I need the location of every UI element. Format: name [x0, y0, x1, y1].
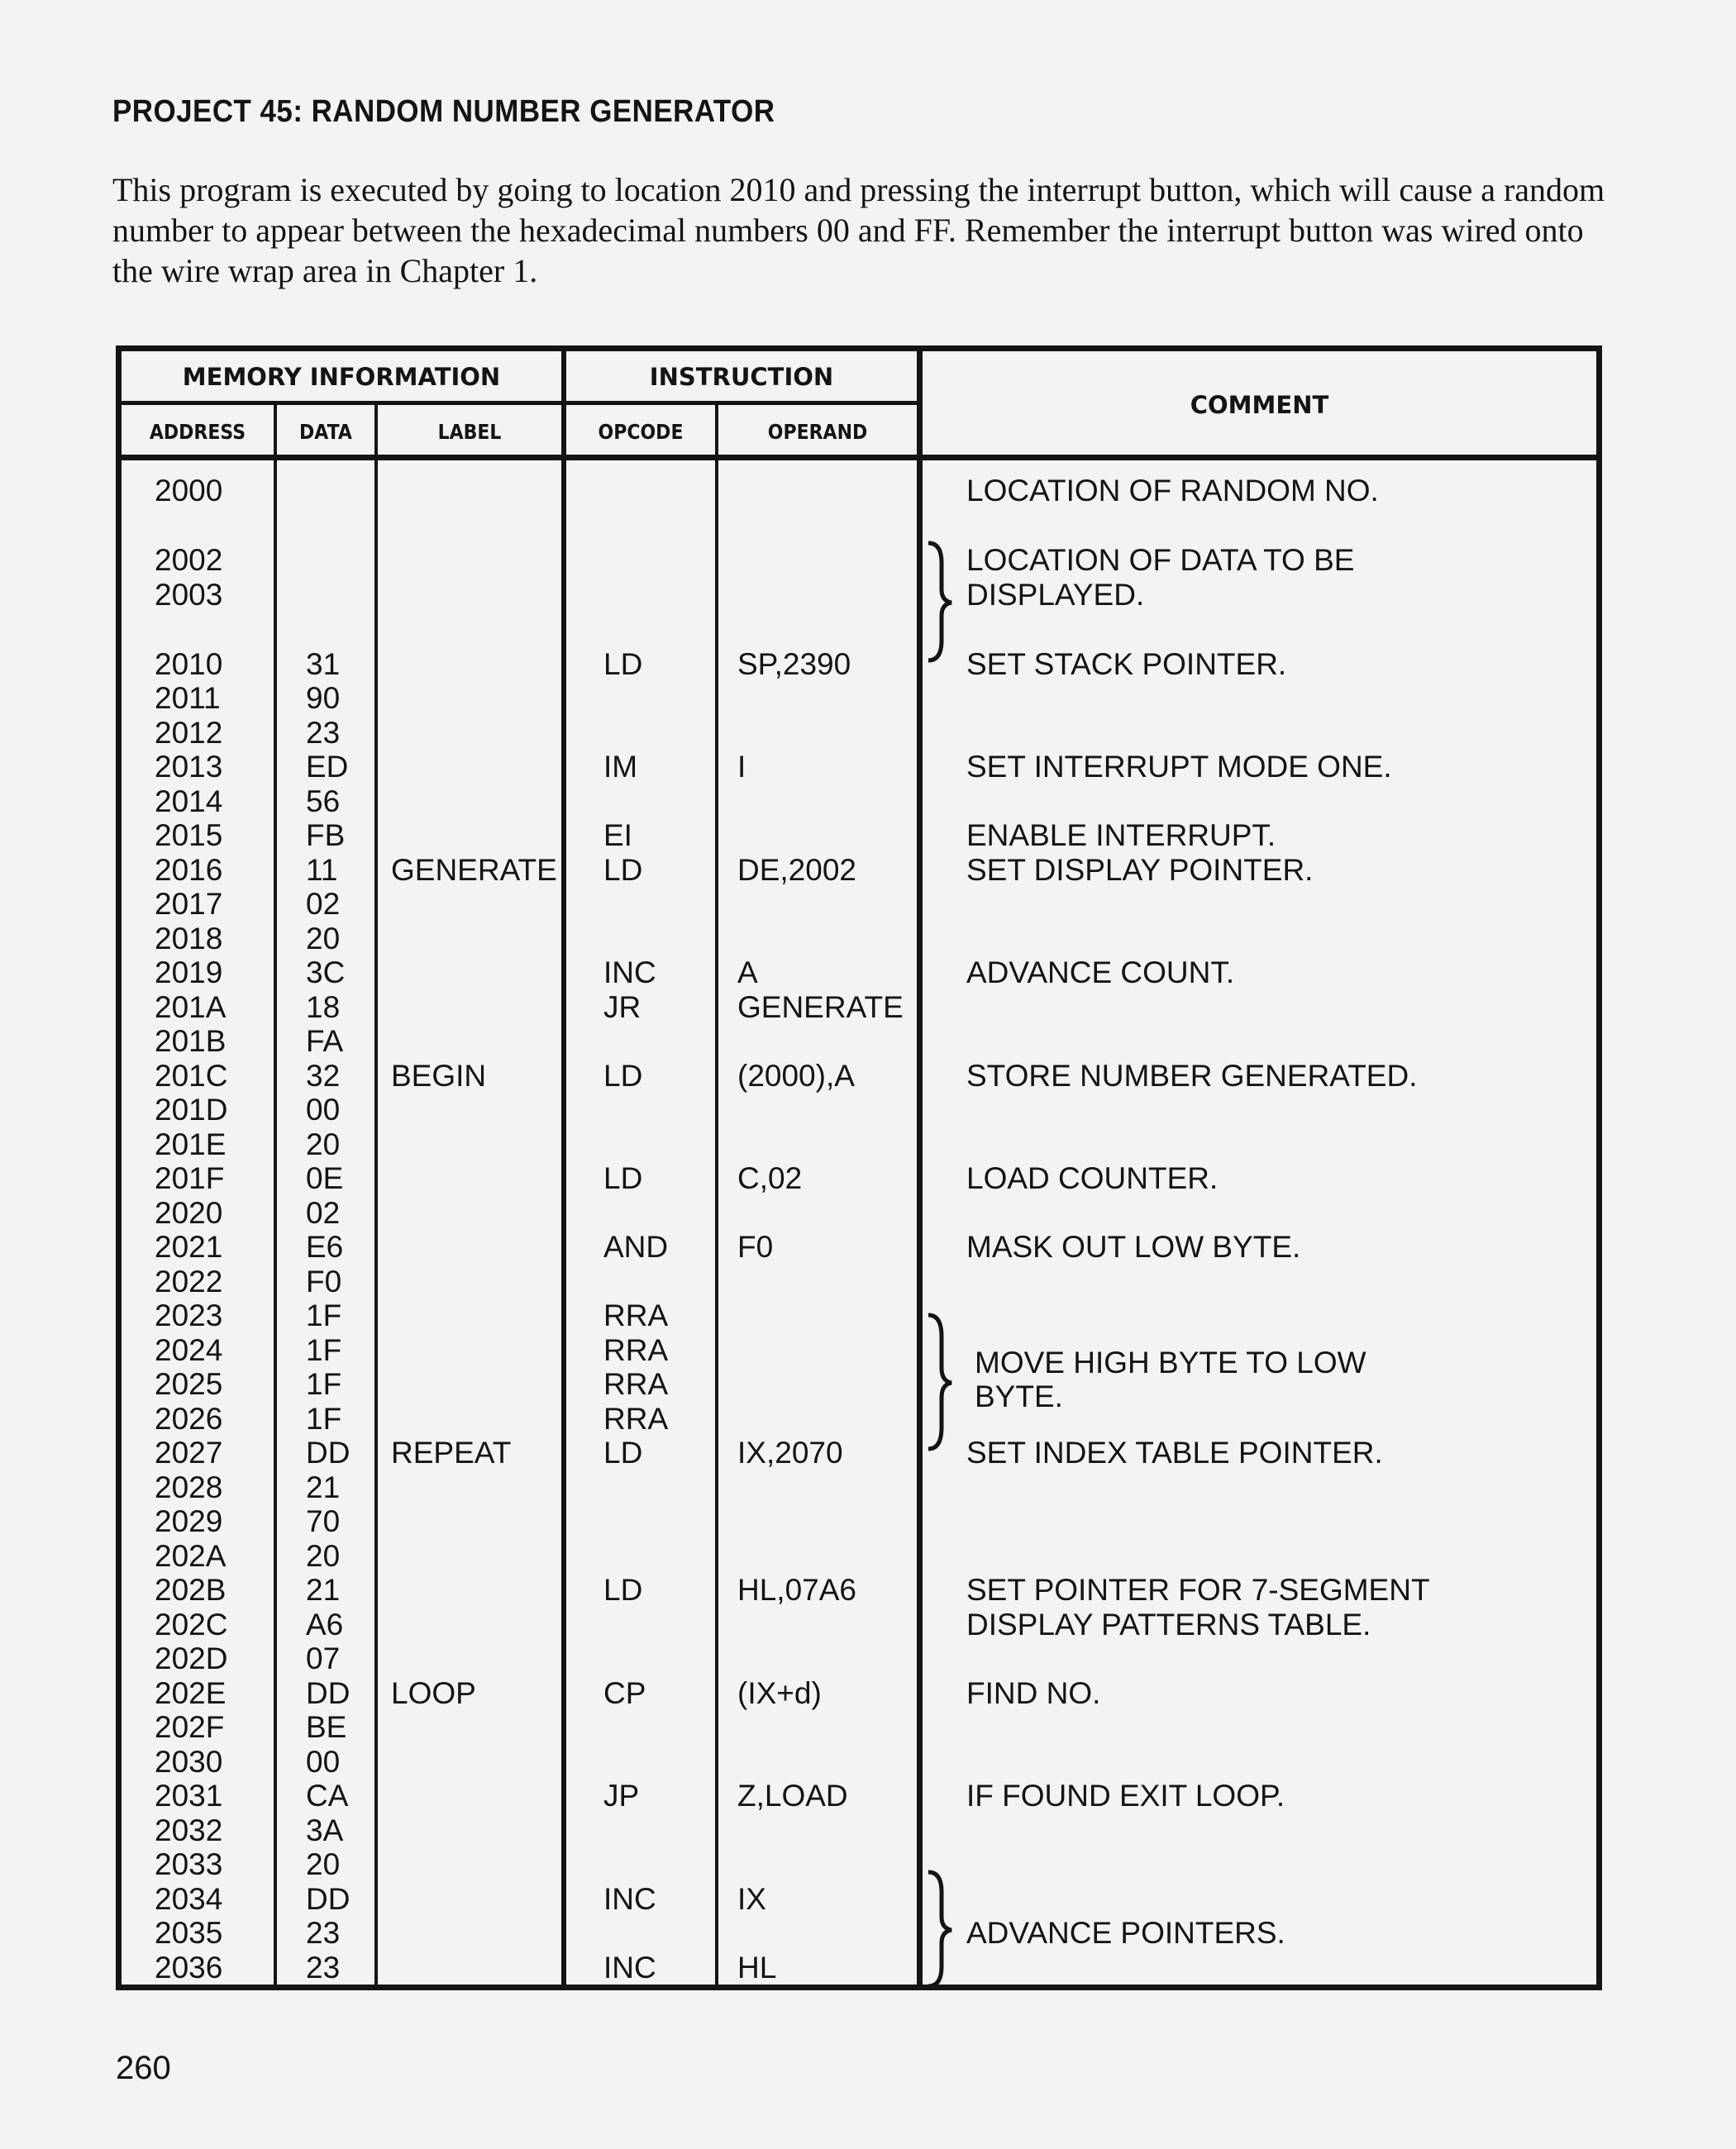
opcode-cell: JR [603, 989, 641, 1024]
operand-cell: HL,07A6 [737, 1573, 856, 1607]
comment-cell: SET DISPLAY POINTER. [966, 852, 1314, 887]
address-cell: 201B [155, 1024, 227, 1058]
address-cell: 2023 [155, 1298, 223, 1332]
address-cell: 2030 [155, 1744, 223, 1779]
address-cell: 2029 [155, 1504, 223, 1538]
data-cell: DD [306, 1675, 351, 1710]
opcode-cell: LD [603, 646, 643, 681]
operand-cell: DE,2002 [737, 852, 856, 887]
data-cell: 00 [306, 1744, 341, 1779]
comment-cell: DISPLAY PATTERNS TABLE. [966, 1607, 1371, 1642]
header-address: ADDRESS [149, 420, 246, 444]
address-cell: 2035 [155, 1916, 223, 1950]
data-cell: 02 [306, 887, 341, 921]
address-cell: 202B [155, 1573, 227, 1607]
comment-cell: SET POINTER FOR 7-SEGMENT [966, 1573, 1430, 1607]
comment-cell: LOAD COUNTER. [966, 1161, 1219, 1195]
header-subdivider [122, 401, 917, 405]
data-cell: FB [306, 818, 346, 852]
data-cell: 70 [306, 1504, 341, 1538]
data-cell: A6 [306, 1607, 344, 1642]
operand-cell: (2000),A [737, 1058, 855, 1093]
data-cell: 32 [306, 1058, 341, 1093]
address-cell: 2011 [155, 681, 221, 715]
address-cell: 201F [155, 1161, 225, 1195]
operand-cell: Z,LOAD [737, 1779, 848, 1813]
comment-cell: LOCATION OF DATA TO BE [966, 543, 1355, 577]
header-instruction: INSTRUCTION [649, 363, 834, 391]
opcode-cell: LD [603, 1436, 643, 1470]
opcode-cell: RRA [603, 1401, 669, 1436]
operand-cell: GENERATE [737, 989, 904, 1024]
header-data: DATA [299, 420, 352, 444]
address-cell: 2026 [155, 1401, 223, 1436]
comment-cell: STORE NUMBER GENERATED. [966, 1058, 1418, 1093]
data-cell: 23 [306, 1916, 341, 1950]
right-brace-icon [923, 540, 956, 664]
data-cell: 20 [306, 1538, 341, 1573]
data-cell: 1F [306, 1401, 342, 1436]
bracketed-comment-line: MOVE HIGH BYTE TO LOW [975, 1346, 1366, 1379]
opcode-cell: LD [603, 852, 643, 887]
comment-cell: MASK OUT LOW BYTE. [966, 1230, 1301, 1264]
address-cell: 2031 [155, 1779, 223, 1813]
operand-cell: F0 [737, 1230, 774, 1264]
address-cell: 202D [155, 1642, 228, 1675]
divider-data-label [374, 403, 378, 1985]
address-cell: 2018 [155, 921, 223, 955]
address-cell: 2036 [155, 1950, 223, 1985]
header-comment: COMMENT [1190, 391, 1329, 419]
opcode-cell: EI [603, 818, 632, 852]
comment-cell: SET INTERRUPT MODE ONE. [966, 750, 1392, 784]
address-cell: 2022 [155, 1264, 223, 1298]
address-cell: 2033 [155, 1847, 223, 1881]
address-cell: 201C [155, 1058, 228, 1093]
address-cell: 2017 [155, 887, 223, 921]
comment-cell: SET STACK POINTER. [966, 646, 1287, 681]
data-cell: 02 [306, 1195, 341, 1230]
label-cell: LOOP [391, 1675, 476, 1710]
header-label: LABEL [437, 420, 502, 444]
data-cell: 20 [306, 1127, 341, 1161]
label-cell: BEGIN [391, 1058, 487, 1093]
comment-cell: ENABLE INTERRUPT. [966, 818, 1276, 852]
address-cell: 2019 [155, 955, 223, 989]
data-cell: 90 [306, 681, 341, 715]
address-cell: 2021 [155, 1230, 223, 1264]
data-cell: 3A [306, 1813, 344, 1847]
divider-opcode-operand [715, 403, 718, 1985]
program-listing-table [116, 345, 1602, 1990]
operand-cell: SP,2390 [737, 646, 851, 681]
address-cell: 2015 [155, 818, 223, 852]
address-cell: 2027 [155, 1436, 223, 1470]
opcode-cell: INC [603, 955, 656, 989]
opcode-cell: CP [603, 1675, 646, 1710]
opcode-cell: LD [603, 1161, 643, 1195]
address-cell: 202E [155, 1675, 227, 1710]
intro-paragraph: This program is executed by going to location 2010 and pressing the interrupt button, which will cause a random number to appear between the hexadecimal numbers 00 and FF. Remember the interrupt button was wired onto the wire wrap area in Chapter 1. [112, 171, 1605, 289]
divider-instruction-comment [917, 351, 923, 1985]
page-title: PROJECT 45: RANDOM NUMBER GENERATOR [112, 94, 775, 129]
header-bottom-rule [122, 455, 1596, 460]
address-cell: 2013 [155, 750, 223, 784]
comment-cell: FIND NO. [966, 1675, 1101, 1710]
data-cell: 21 [306, 1573, 341, 1607]
opcode-cell: RRA [603, 1298, 669, 1332]
address-cell: 2020 [155, 1195, 223, 1230]
data-cell: 07 [306, 1642, 341, 1675]
opcode-cell: RRA [603, 1367, 669, 1401]
address-cell: 2025 [155, 1367, 223, 1401]
address-cell: 2028 [155, 1470, 223, 1504]
operand-cell: A [737, 955, 758, 989]
right-brace-icon [923, 1312, 956, 1452]
data-cell: 0E [306, 1161, 344, 1195]
data-cell: F0 [306, 1264, 342, 1298]
address-cell: 2002 [155, 543, 223, 577]
opcode-cell: IM [603, 750, 638, 784]
operand-cell: HL [737, 1950, 777, 1985]
label-cell: REPEAT [391, 1436, 512, 1470]
data-cell: 20 [306, 1847, 341, 1881]
data-cell: 3C [306, 955, 346, 989]
comment-cell: SET INDEX TABLE POINTER. [966, 1436, 1383, 1470]
comment-cell: ADVANCE COUNT. [966, 955, 1235, 989]
data-cell: 18 [306, 989, 341, 1024]
data-cell: BE [306, 1710, 347, 1744]
data-cell: 23 [306, 715, 341, 750]
address-cell: 201D [155, 1093, 228, 1127]
address-cell: 2000 [155, 474, 223, 507]
opcode-cell: AND [603, 1230, 669, 1264]
opcode-cell: INC [603, 1950, 656, 1985]
data-cell: 20 [306, 921, 341, 955]
data-cell: E6 [306, 1230, 344, 1264]
data-cell: 00 [306, 1093, 341, 1127]
data-cell: 21 [306, 1470, 341, 1504]
data-cell: ED [306, 750, 349, 784]
divider-address-data [274, 403, 277, 1985]
operand-cell: C,02 [737, 1161, 803, 1195]
opcode-cell: JP [603, 1779, 640, 1813]
address-cell: 2010 [155, 646, 223, 681]
divider-memory-instruction [561, 351, 566, 1985]
opcode-cell: LD [603, 1573, 643, 1607]
comment-cell: LOCATION OF RANDOM NO. [966, 474, 1379, 507]
opcode-cell: LD [603, 1058, 643, 1093]
data-cell: DD [306, 1436, 351, 1470]
comment-cell: ADVANCE POINTERS. [966, 1916, 1285, 1950]
right-brace-icon [923, 1869, 956, 1989]
data-cell: 56 [306, 784, 341, 818]
operand-cell: (IX+d) [737, 1675, 822, 1710]
data-cell: 1F [306, 1367, 342, 1401]
opcode-cell: RRA [603, 1332, 669, 1367]
header-opcode: OPCODE [598, 420, 684, 444]
data-cell: 23 [306, 1950, 341, 1985]
header-operand: OPERAND [767, 420, 868, 444]
address-cell: 2034 [155, 1881, 223, 1916]
address-cell: 202C [155, 1607, 228, 1642]
address-cell: 2014 [155, 784, 223, 818]
operand-cell: IX [737, 1881, 766, 1916]
address-cell: 2016 [155, 852, 223, 887]
address-cell: 202A [155, 1538, 227, 1573]
data-cell: 1F [306, 1298, 342, 1332]
comment-cell: IF FOUND EXIT LOOP. [966, 1779, 1285, 1813]
address-cell: 201E [155, 1127, 227, 1161]
address-cell: 202F [155, 1710, 225, 1744]
data-cell: DD [306, 1881, 351, 1916]
address-cell: 2024 [155, 1332, 223, 1367]
address-cell: 2032 [155, 1813, 223, 1847]
bracketed-comment-line: BYTE. [975, 1379, 1063, 1413]
address-cell: 201A [155, 989, 227, 1024]
comment-cell: DISPLAYED. [966, 577, 1145, 612]
label-cell: GENERATE [391, 852, 557, 887]
address-cell: 2003 [155, 577, 223, 612]
header-memory-information: MEMORY INFORMATION [182, 363, 501, 391]
operand-cell: IX,2070 [737, 1436, 843, 1470]
operand-cell: I [737, 750, 746, 784]
page-number: 260 [116, 2050, 171, 2086]
data-cell: 11 [306, 852, 338, 887]
data-cell: CA [306, 1779, 349, 1813]
data-cell: FA [306, 1024, 344, 1058]
opcode-cell: INC [603, 1881, 656, 1916]
data-cell: 31 [306, 646, 341, 681]
address-cell: 2012 [155, 715, 223, 750]
data-cell: 1F [306, 1332, 342, 1367]
